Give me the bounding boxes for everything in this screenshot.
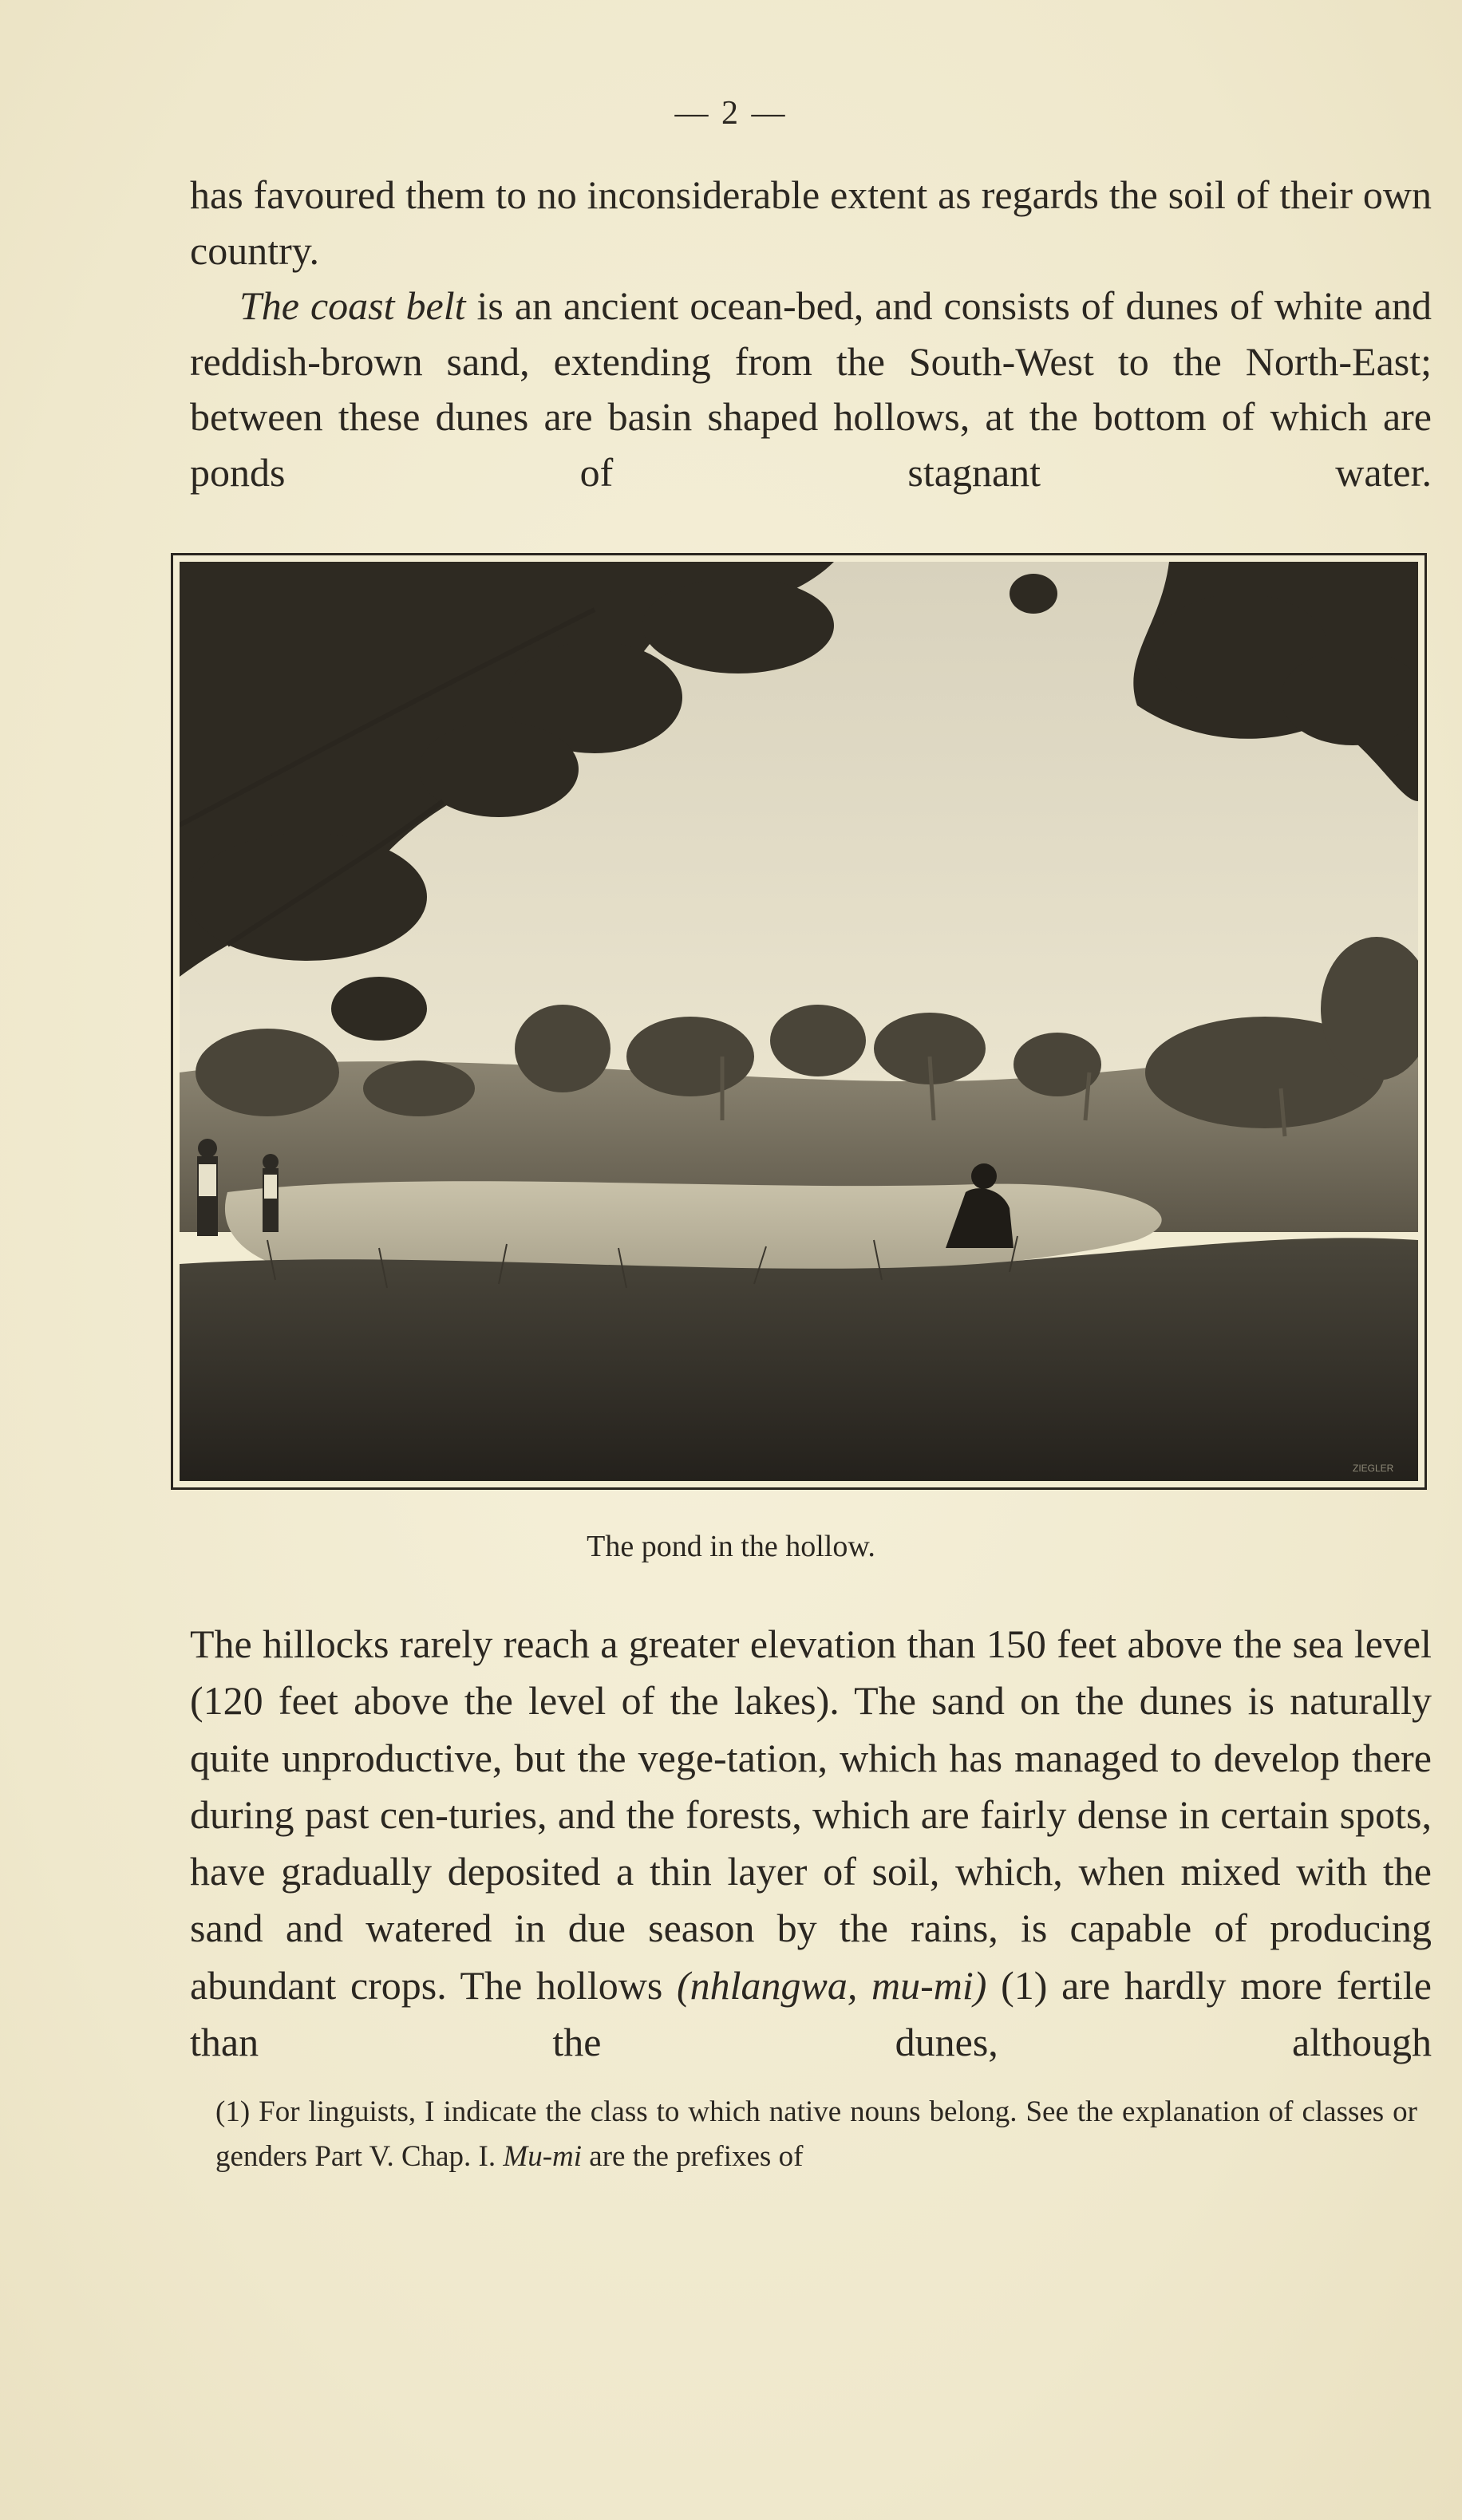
figure-caption: The pond in the hollow. <box>587 1530 875 1563</box>
coast-belt-term: The coast belt <box>239 283 466 328</box>
svg-text:ZIEGLER: ZIEGLER <box>1353 1463 1394 1474</box>
page-number: — 2 — <box>674 95 788 132</box>
main-text <box>190 1616 1432 2071</box>
footnote-prefix-term: Mu-mi <box>503 2140 583 2173</box>
main-text-part-2: (1) are hardly more fertile than the dunes, although <box>190 1962 1432 2065</box>
pond-photograph <box>180 562 1418 1481</box>
intro-paragraph-2-text: is an ancient ocean-bed, and consists of dunes of white and reddish-brown sand, extending from the South-West to the North-East; between these dunes are basin shaped hollows, at the bottom of which are ponds of stagnant water. <box>190 283 1432 495</box>
footnote-text-part-2: are the prefixes of <box>582 2140 804 2173</box>
native-terms: (nhlangwa, mu-mi) <box>676 1962 987 2008</box>
intro-paragraph-2 <box>190 278 1432 500</box>
photograph-plate <box>171 553 1427 1490</box>
footnote <box>215 2090 1417 2179</box>
intro-paragraph-1: has favoured them to no inconsiderable extent as regards the soil of their own country. <box>190 172 1432 273</box>
main-paragraph <box>190 1616 1432 2071</box>
footnote-text-part-1: (1) For linguists, I indicate the class to which native nouns belong. See the explanation of classes or genders Part V. Chap. I. <box>215 2095 1417 2173</box>
main-text-part-1: The hillocks rarely reach a greater elevation than 150 feet above the sea level (120 feet above the level of the lakes). The sand on the dunes is naturally quite unproductive, but the vege-tation, which has managed to develop there during past cen-turies, and the forests, which are fairly dense in certain spots, have gradually deposited a thin layer of soil, which, when mixed with the sand and watered in due season by the rains, is capable of producing abundant crops. The hollows <box>190 1621 1432 2008</box>
intro-text <box>190 168 1432 500</box>
